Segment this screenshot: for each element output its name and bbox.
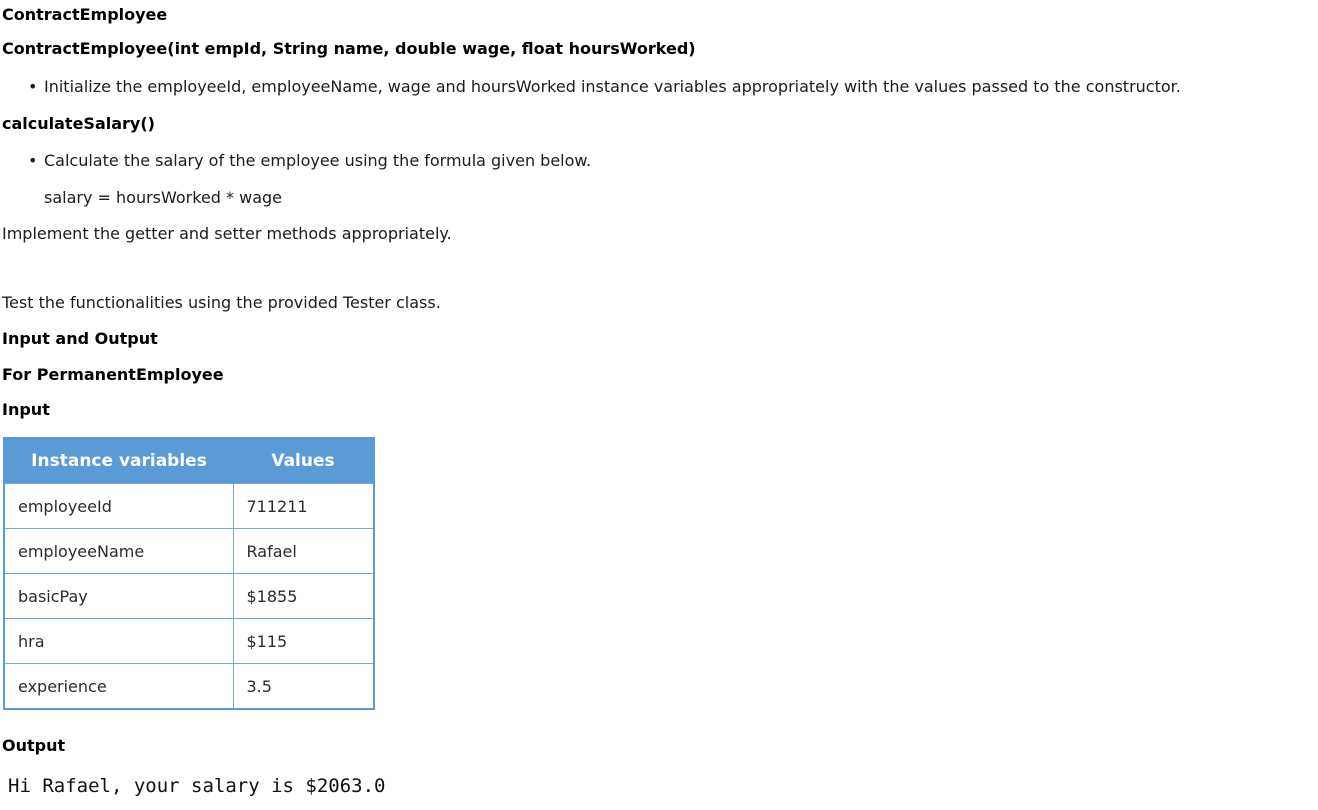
variable-name-cell: basicPay: [4, 574, 233, 619]
variable-value-cell: 3.5: [233, 664, 374, 710]
variable-name-cell: employeeId: [4, 484, 233, 529]
constructor-signature: ContractEmployee(int empId, String name, double wage, float hoursWorked): [2, 39, 696, 58]
table-row: [4, 664, 374, 710]
input-heading: Input: [2, 400, 50, 419]
for-permanent-employee-heading: For PermanentEmployee: [2, 365, 224, 384]
table-row: [4, 529, 374, 574]
table-row: [4, 484, 374, 529]
header-instance-variables: Instance variables: [4, 438, 233, 484]
variable-name-cell: experience: [4, 664, 233, 710]
header-values: Values: [233, 438, 374, 484]
input-values-table: [3, 437, 375, 710]
variable-name-cell: employeeName: [4, 529, 233, 574]
variable-value-cell: Rafael: [233, 529, 374, 574]
variable-value-cell: 711211: [233, 484, 374, 529]
io-heading: Input and Output: [2, 329, 158, 348]
salary-formula: salary = hoursWorked * wage: [44, 188, 283, 207]
variable-value-cell: $115: [233, 619, 374, 664]
console-output: Hi Rafael, your salary is $2063.0: [8, 775, 386, 797]
variable-name-cell: hra: [4, 619, 233, 664]
getter-setter-note: Implement the getter and setter methods appropriately.: [2, 224, 452, 243]
variable-value-cell: $1855: [233, 574, 374, 619]
method-bullet: • Calculate the salary of the employee using the formula given below.: [2, 151, 1318, 171]
output-heading: Output: [2, 736, 66, 755]
method-heading-calculatesalary: calculateSalary(): [2, 114, 155, 133]
table-row: [4, 574, 374, 619]
class-title: ContractEmployee: [2, 5, 168, 24]
table-row: [4, 619, 374, 664]
tester-note: Test the functionalities using the provided Tester class.: [2, 293, 441, 312]
table-header-row: [4, 438, 374, 484]
constructor-bullet: • Initialize the employeeId, employeeName, wage and hoursWorked instance variables appropriately with the values passed to the constructor.: [2, 77, 1318, 97]
